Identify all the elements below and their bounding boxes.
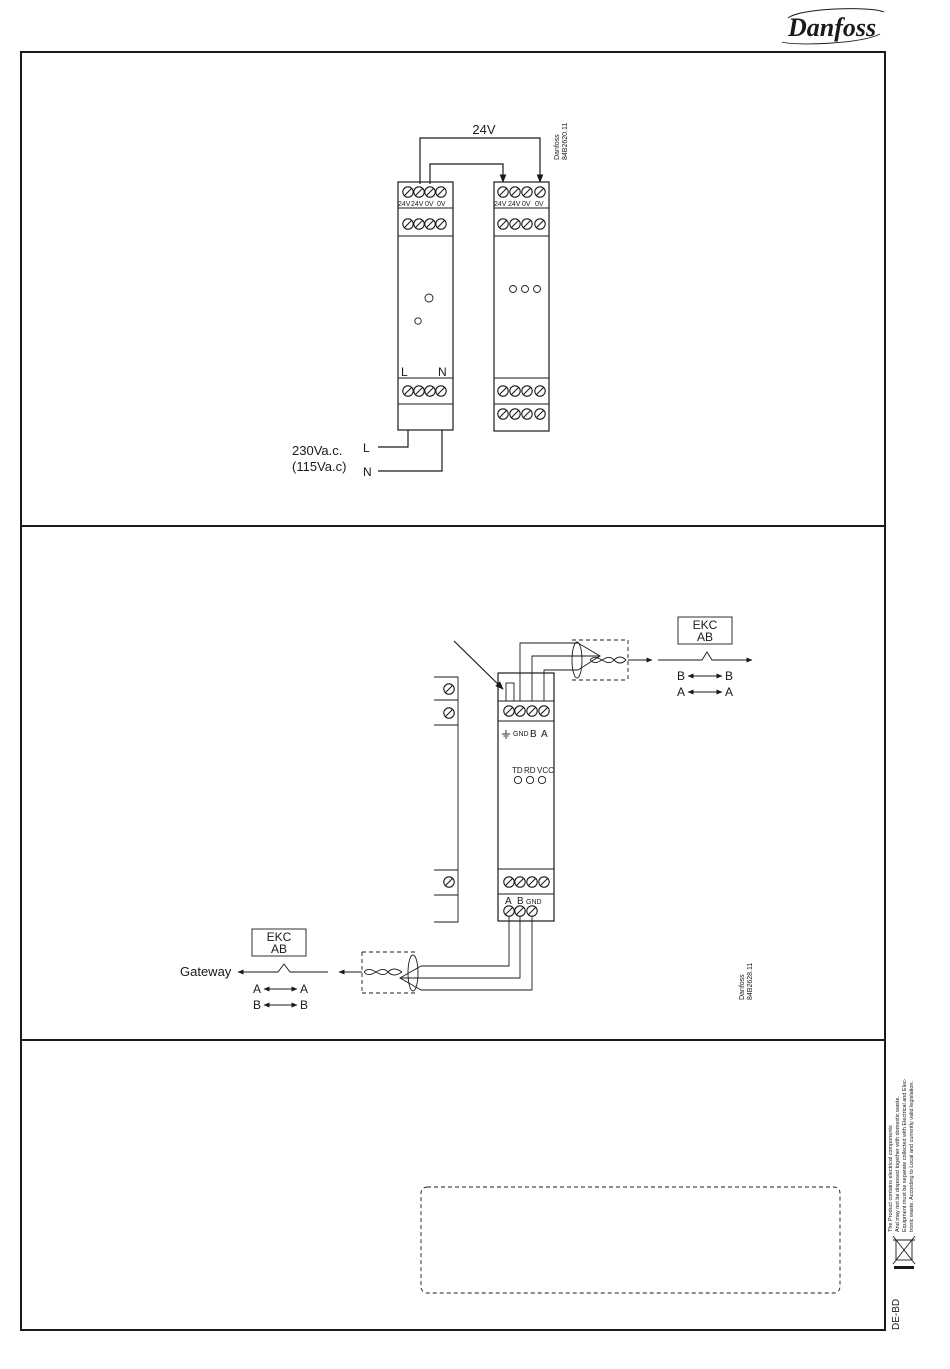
bus-bottom-gnd: GND: [526, 899, 542, 906]
neighbour-module: [434, 677, 458, 922]
disposal-line-2: And may not be disposed together with domestic waste.: [895, 1095, 901, 1232]
map-right-b-right: B: [725, 669, 734, 683]
doc-code: DE-BD: [891, 1298, 902, 1330]
panel-power-supply-wiring: [292, 122, 569, 479]
mod-led-2: [522, 286, 529, 293]
bus-label-b: B: [530, 729, 537, 740]
ekc-left-label-2: AB: [270, 942, 288, 956]
map-left-a-left: A: [253, 982, 262, 996]
wire-0v-bus: [430, 164, 503, 184]
disposal-notice: [888, 1078, 915, 1330]
blank-label-area: [421, 1187, 840, 1293]
pointer-arrow: [454, 641, 503, 689]
mod-led-1: [510, 286, 517, 293]
ekc-left-label-1: EKC: [266, 930, 292, 944]
mod-term-3: 0V: [522, 201, 531, 208]
bus-bottom-a: A: [505, 896, 512, 907]
mains-line-l: L: [363, 441, 370, 455]
bus-module: [498, 673, 554, 921]
psu-term-3: 0V: [425, 201, 434, 208]
mod-term-1: 24V: [494, 201, 507, 208]
panel-bus-wiring: [180, 617, 754, 1012]
wire-mains-n: [378, 430, 442, 471]
map-left-b-right: B: [300, 998, 309, 1012]
supply-voltage-label: 24V: [472, 122, 496, 137]
disposal-line-4: tronic waste. According to Local and currently valid legislation.: [909, 1080, 915, 1232]
bus-bottom-b: B: [517, 896, 524, 907]
led-td: [514, 776, 521, 783]
map-right-b-left: B: [677, 669, 686, 683]
led-label-rd: RD: [524, 766, 536, 775]
psu-label-n: N: [438, 365, 447, 379]
cable-shield-top: [572, 642, 582, 678]
mod-led-3: [534, 286, 541, 293]
mod-term-4: 0V: [535, 201, 544, 208]
mains-line-n: N: [363, 465, 372, 479]
led-label-vcc: VCC: [537, 766, 554, 775]
danfoss-logo: [782, 9, 884, 44]
ekc-right-label-1: EKC: [692, 618, 718, 632]
map-left-b-left: B: [253, 998, 262, 1012]
psu-indicator-led-1: [425, 294, 433, 302]
psu-indicator-led-2: [415, 318, 421, 324]
mod-term-2: 24V: [508, 201, 521, 208]
disposal-line-3: Equipment must be separate collected with Electrical and Elec-: [902, 1078, 908, 1232]
power-supply-module: [398, 182, 453, 430]
led-label-td: TD: [512, 766, 523, 775]
ekc-right-label-2: AB: [696, 630, 714, 644]
map-right-a-right: A: [725, 685, 734, 699]
mains-voltage-label: 230Va.c.: [292, 443, 343, 458]
mains-voltage-alt-label: (115Va.c): [292, 459, 347, 474]
psu-label-l: L: [401, 365, 408, 379]
psu-term-2: 24V: [411, 201, 424, 208]
ground-icon: [502, 730, 510, 738]
map-left-a-right: A: [300, 982, 309, 996]
drawing-ref-2a: Danfoss: [739, 974, 746, 1000]
led-vcc: [538, 776, 545, 783]
wire-24v-bus: [420, 138, 540, 184]
gateway-label: Gateway: [180, 964, 232, 979]
bus-label-gnd: GND: [513, 731, 529, 738]
bus-label-a: A: [541, 729, 548, 740]
weee-bin-icon: [893, 1236, 915, 1269]
disposal-line-1: The Product contains electrical components: [888, 1125, 894, 1232]
psu-term-4: 0V: [437, 201, 446, 208]
map-right-a-left: A: [677, 685, 686, 699]
termination-jumper: [506, 683, 514, 701]
psu-term-1: 24V: [398, 201, 411, 208]
logo-text: Danfoss: [788, 13, 877, 42]
wire-mains-l: [378, 430, 408, 447]
drawing-ref-2b: 84B2628.11: [747, 962, 754, 1000]
drawing-ref-1a: Danfoss: [554, 134, 561, 160]
led-rd: [526, 776, 533, 783]
controlled-module: [494, 182, 549, 431]
drawing-ref-1b: 84B2620.11: [562, 122, 569, 160]
